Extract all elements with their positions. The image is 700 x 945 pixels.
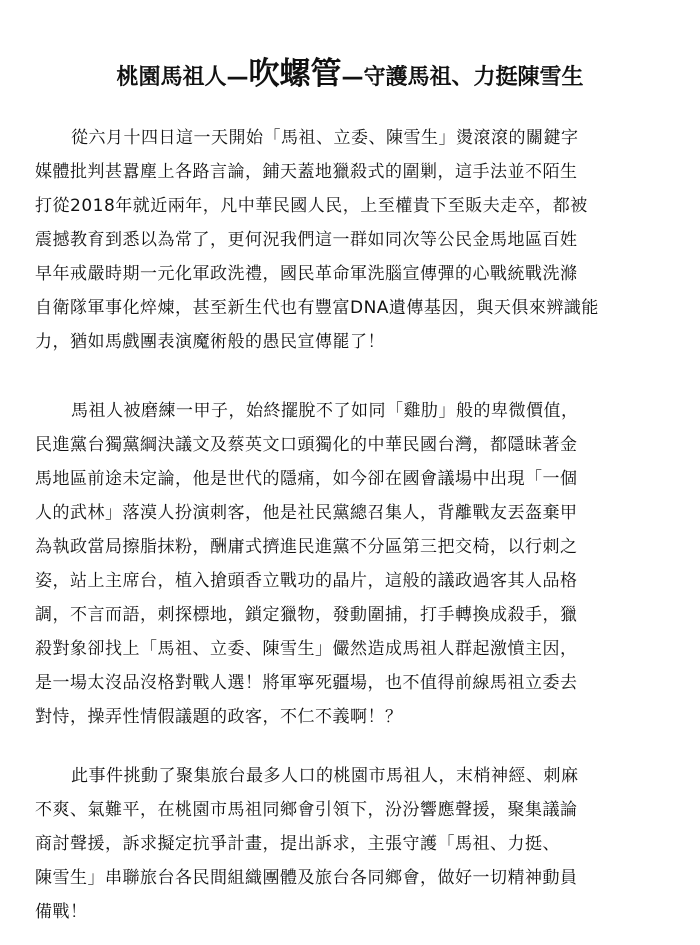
paragraph-line: 人的武林」落漠人扮演刺客，他是社民黨總召集人，背離戰友丟盔棄甲: [35, 503, 578, 523]
paragraph-line: 是一場太沒品沒格對戰人選！將軍寧死疆場，也不值得前線馬祖立委去: [35, 673, 578, 693]
paragraph-line: 從六月十四日這一天開始「馬祖、立委、陳雪生」燙滾滾的關鍵字: [71, 128, 579, 148]
paragraph-line: 打從2018年就近兩年，凡中華民國人民，上至權貴下至販夫走卒，都被: [35, 196, 588, 216]
paragraph-line: 對恃，操弄性情假議題的政客，不仁不義啊！？: [35, 707, 403, 727]
paragraph-line: 馬祖人被磨練一甲子，始終擺脫不了如同「雞肋」般的卑微價值，: [71, 401, 579, 421]
paragraph-line: 姿，站上主席台，植入搶頭香立戰功的晶片，這般的議政過客其人品格: [35, 571, 578, 591]
paragraph-line: 不爽、氣難平，在桃園市馬祖同鄉會引領下，汾汾響應聲援，聚集議論: [35, 800, 578, 820]
paragraph-line: 馬地區前途未定論，他是世代的隱痛，如今卻在國會議場中出現「一個: [35, 469, 578, 489]
paragraph-line: 備戰！: [35, 902, 88, 922]
document-title: [0, 54, 700, 99]
paragraph-line: 殺對象卻找上「馬祖、立委、陳雪生」儼然造成馬祖人群起激憤主因，: [35, 639, 578, 659]
paragraph-line: 自衛隊軍事化焠煉，甚至新生代也有豐富DNA遺傳基因，與天俱來辨識能: [35, 298, 599, 318]
paragraph-line: 民進黨台獨黨綱決議文及蔡英文口頭獨化的中華民國台灣，都隱昧著金: [35, 435, 578, 455]
paragraph-line: 震撼教育到悉以為常了，更何況我們這一群如同次等公民金馬地區百姓: [35, 230, 578, 250]
paragraph-line: 力，猶如馬戲團表演魔術般的愚民宣傳罷了！: [35, 332, 385, 352]
paragraph-line: 早年戒嚴時期一元化軍政洗禮，國民革命軍洗腦宣傳彈的心戰統戰洗滌: [35, 264, 578, 284]
paragraph-line: 商討聲援，訴求擬定抗爭計畫，提出訴求，主張守護「馬祖、力挺、: [35, 834, 560, 854]
paragraph-line: 媒體批判甚囂塵上各路言論，鋪天蓋地獵殺式的圍剿，這手法並不陌生: [35, 162, 578, 182]
title-emphasis: 吹螺管: [248, 56, 342, 92]
paragraph-line: 為執政當局擦脂抹粉，酬庸式擠進民進黨不分區第三把交椅，以行刺之: [35, 537, 578, 557]
paragraph-1: [35, 121, 683, 359]
paragraph-line: 調，不言而語，刺探標地，鎖定獵物，發動圍捕，打手轉換成殺手，獵: [35, 605, 578, 625]
paragraph-line: 此事件挑動了聚集旅台最多人口的桃園市馬祖人，末梢神經、刺麻: [71, 766, 579, 786]
title-suffix: —守護馬祖、力挺陳雪生: [341, 65, 584, 90]
title-prefix: 桃園馬祖人—: [116, 65, 249, 90]
paragraph-line: 陳雪生」串聯旅台各民間組織團體及旅台各同鄉會，做好一切精神動員: [35, 868, 578, 888]
paragraph-2: [35, 394, 683, 734]
paragraph-3: [35, 759, 683, 929]
